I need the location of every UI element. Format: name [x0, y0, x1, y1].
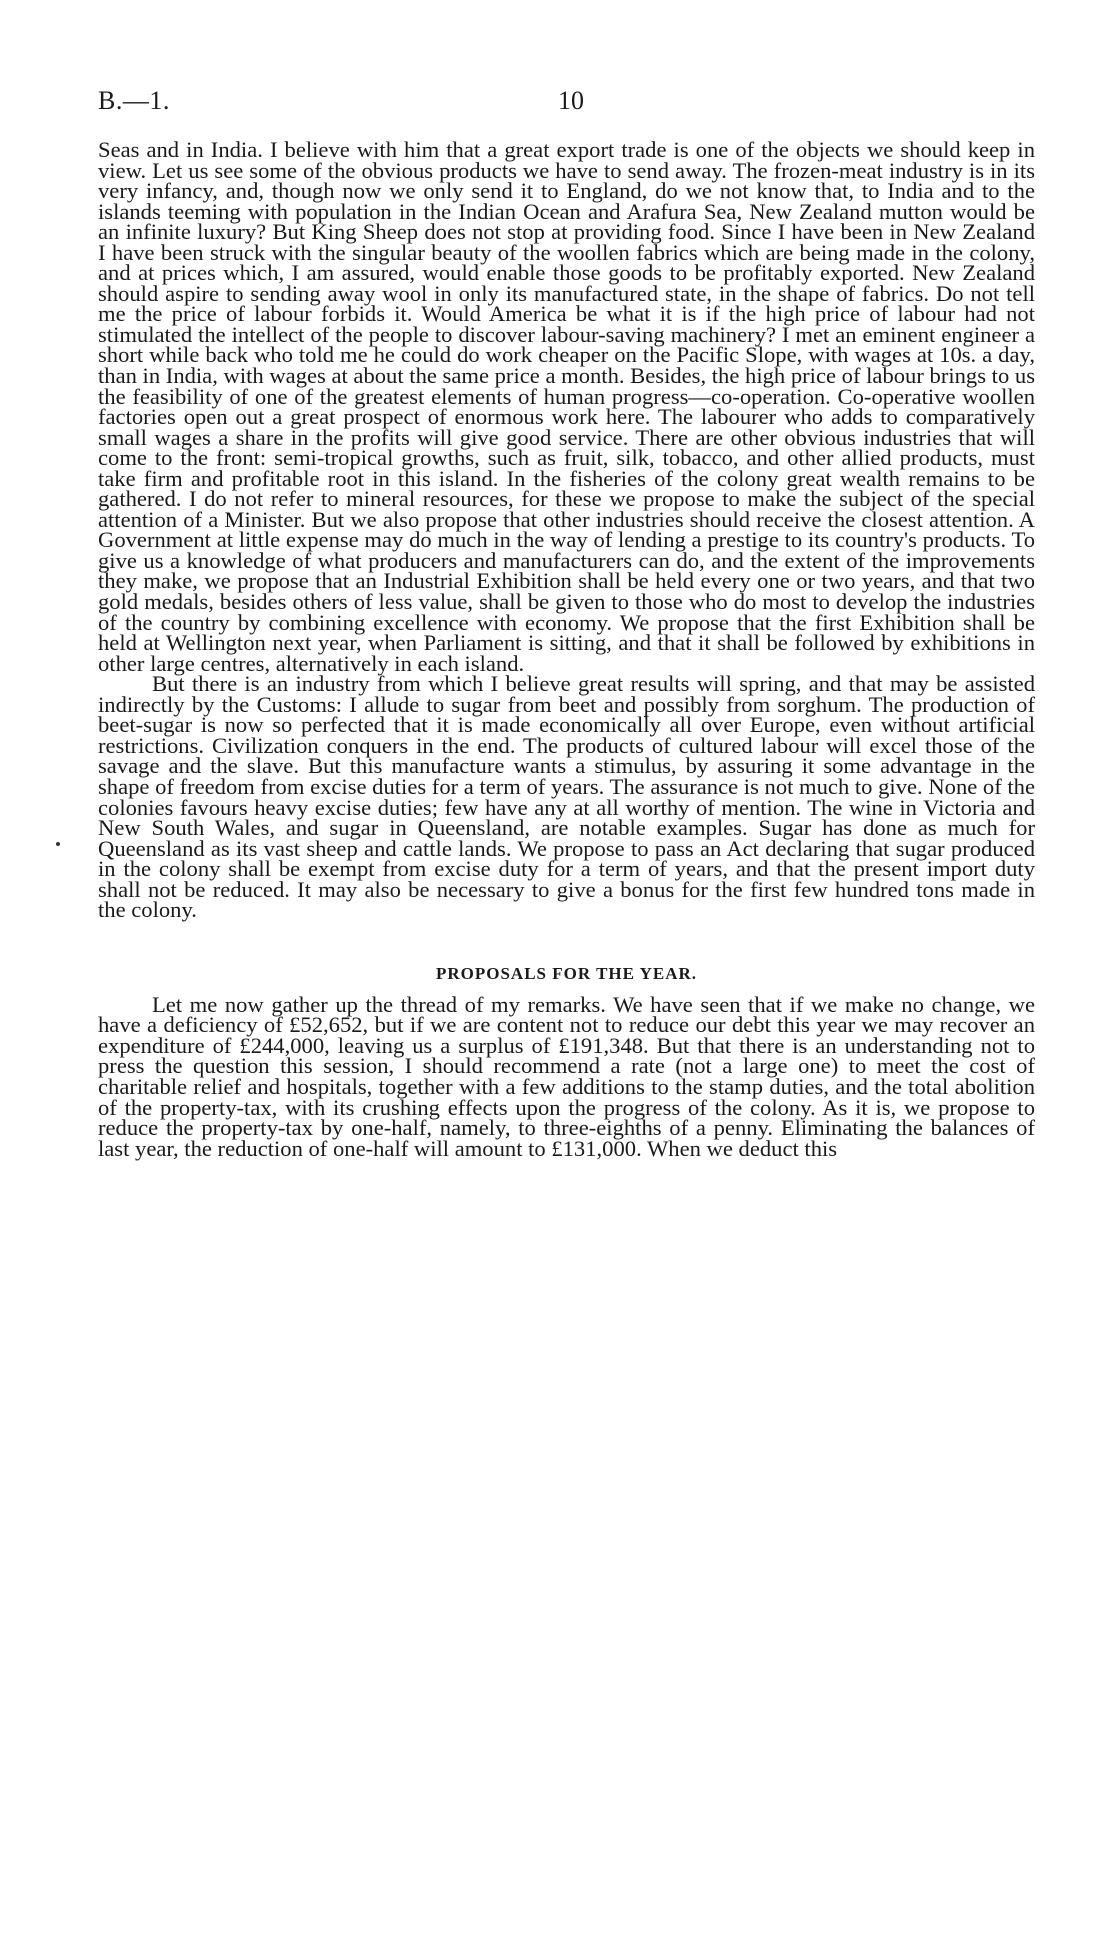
- paragraph-proposals: Let me now gather up the thread of my remarks. We have seen that if we make no change, we have a deficiency of £52,652, but if we are content not to reduce our debt this year we may recover an expenditure of £244,000, leaving us a surplus of £191,348. But that there is an understanding not to press the question this session, I should recommend a rate (not a large one) to meet the cost of charitable relief and hospitals, together with a few additions to the stamp duties, and the total abolition of the property-tax, with its crushing effects upon the progress of the colony. As it is, we propose to reduce the property-tax by one-half, namely, to three-eighths of a penny. Eliminating the balances of last year, the reduction of one-half will amount to £131,000. When we deduct this: [98, 991, 1035, 1161]
- paragraph-export-trade: Seas and in India. I believe with him that a great export trade is one of the objects we should keep in view. Let us see some of the obvious products we have to send away. The frozen-meat industry is in its very infancy, and, though now we only send it to England, do we not know that, to India and to the islands teeming with population in the Indian Ocean and Arafura Sea, New Zealand mutton would be an infinite luxury? But King Sheep does not stop at providing food. Since I have been in New Zealand I have been struck with the singular beauty of the woollen fabrics which are being made in the colony, and at prices which, I am assured, would enable those goods to be profitably exported. New Zealand should aspire to sending away wool in only its manufactured state, in the shape of fabrics. Do not tell me the price of labour forbids it. Would America be what it is if the high price of labour had not stimulated the intellect of the people to discover labour-saving machinery? I met an eminent engineer a short while back who told me he could do work cheaper on the Pacific Slope, with wages at 10s. a day, than in India, with wages at about the same price a month. Besides, the high price of labour brings to us the feasibility of one of the greatest elements of human progress—co-operation. Co-operative woollen factories open out a great prospect of enormous work here. The labourer who adds to comparatively small wages a share in the profits will give good service. There are other obvious industries that will come to the front: semi-tropical growths, such as fruit, silk, tobacco, and other allied products, must take firm and profitable root in this island. In the fisheries of the colony great wealth remains to be gathered. I do not refer to mineral resources, for these we propose to make the subject of the special attention of a Minister. But we also propose that other industries should receive the closest attention. A Government at little expense may do much in the way of lending a prestige to its country's products. To give us a knowledge of what producers and manufacturers can do, and the extent of the improvements they make, we propose that an Industrial Exhibition shall be held every one or two years, and that two gold medals, besides others of less value, shall be given to those who do most to develop the industries of the country by combining excellence with economy. We propose that the first Exhibition shall be held at Wellington next year, when Parliament is sitting, and that it shall be followed by exhibitions in other large centres, alternatively in each island.: [98, 137, 1035, 676]
- page-number: 10: [558, 86, 584, 115]
- document-reference: B.—1.: [98, 86, 170, 115]
- document-body: [98, 137, 1035, 1161]
- paragraph-sugar-industry: But there is an industry from which I believe great results will spring, and that may be assisted indirectly by the Customs: I allude to sugar from beet and possibly from sorghum. The production of beet-sugar is now so perfected that it is made economically all over Europe, even without artificial restrictions. Civilization conquers in the end. The products of cultured labour will excel those of the savage and the slave. But this manufacture wants a stimulus, by assuring it some advantage in the shape of freedom from excise duties for a term of years. The assurance is not much to give. None of the colonies favours heavy excise duties; few have any at all worthy of mention. The wine in Victoria and New South Wales, and sugar in Queensland, are notable examples. Sugar has done as much for Queensland as its vast sheep and cattle lands. We propose to pass an Act declaring that sugar produced in the colony shall be exempt from excise duty for a term of years, and that the present import duty shall not be reduced. It may also be necessary to give a bonus for the first few hundred tons made in the colony.: [98, 671, 1035, 923]
- page-header: [98, 86, 1038, 120]
- margin-mark: [56, 842, 60, 846]
- section-heading-proposals: PROPOSALS FOR THE YEAR.: [435, 963, 698, 983]
